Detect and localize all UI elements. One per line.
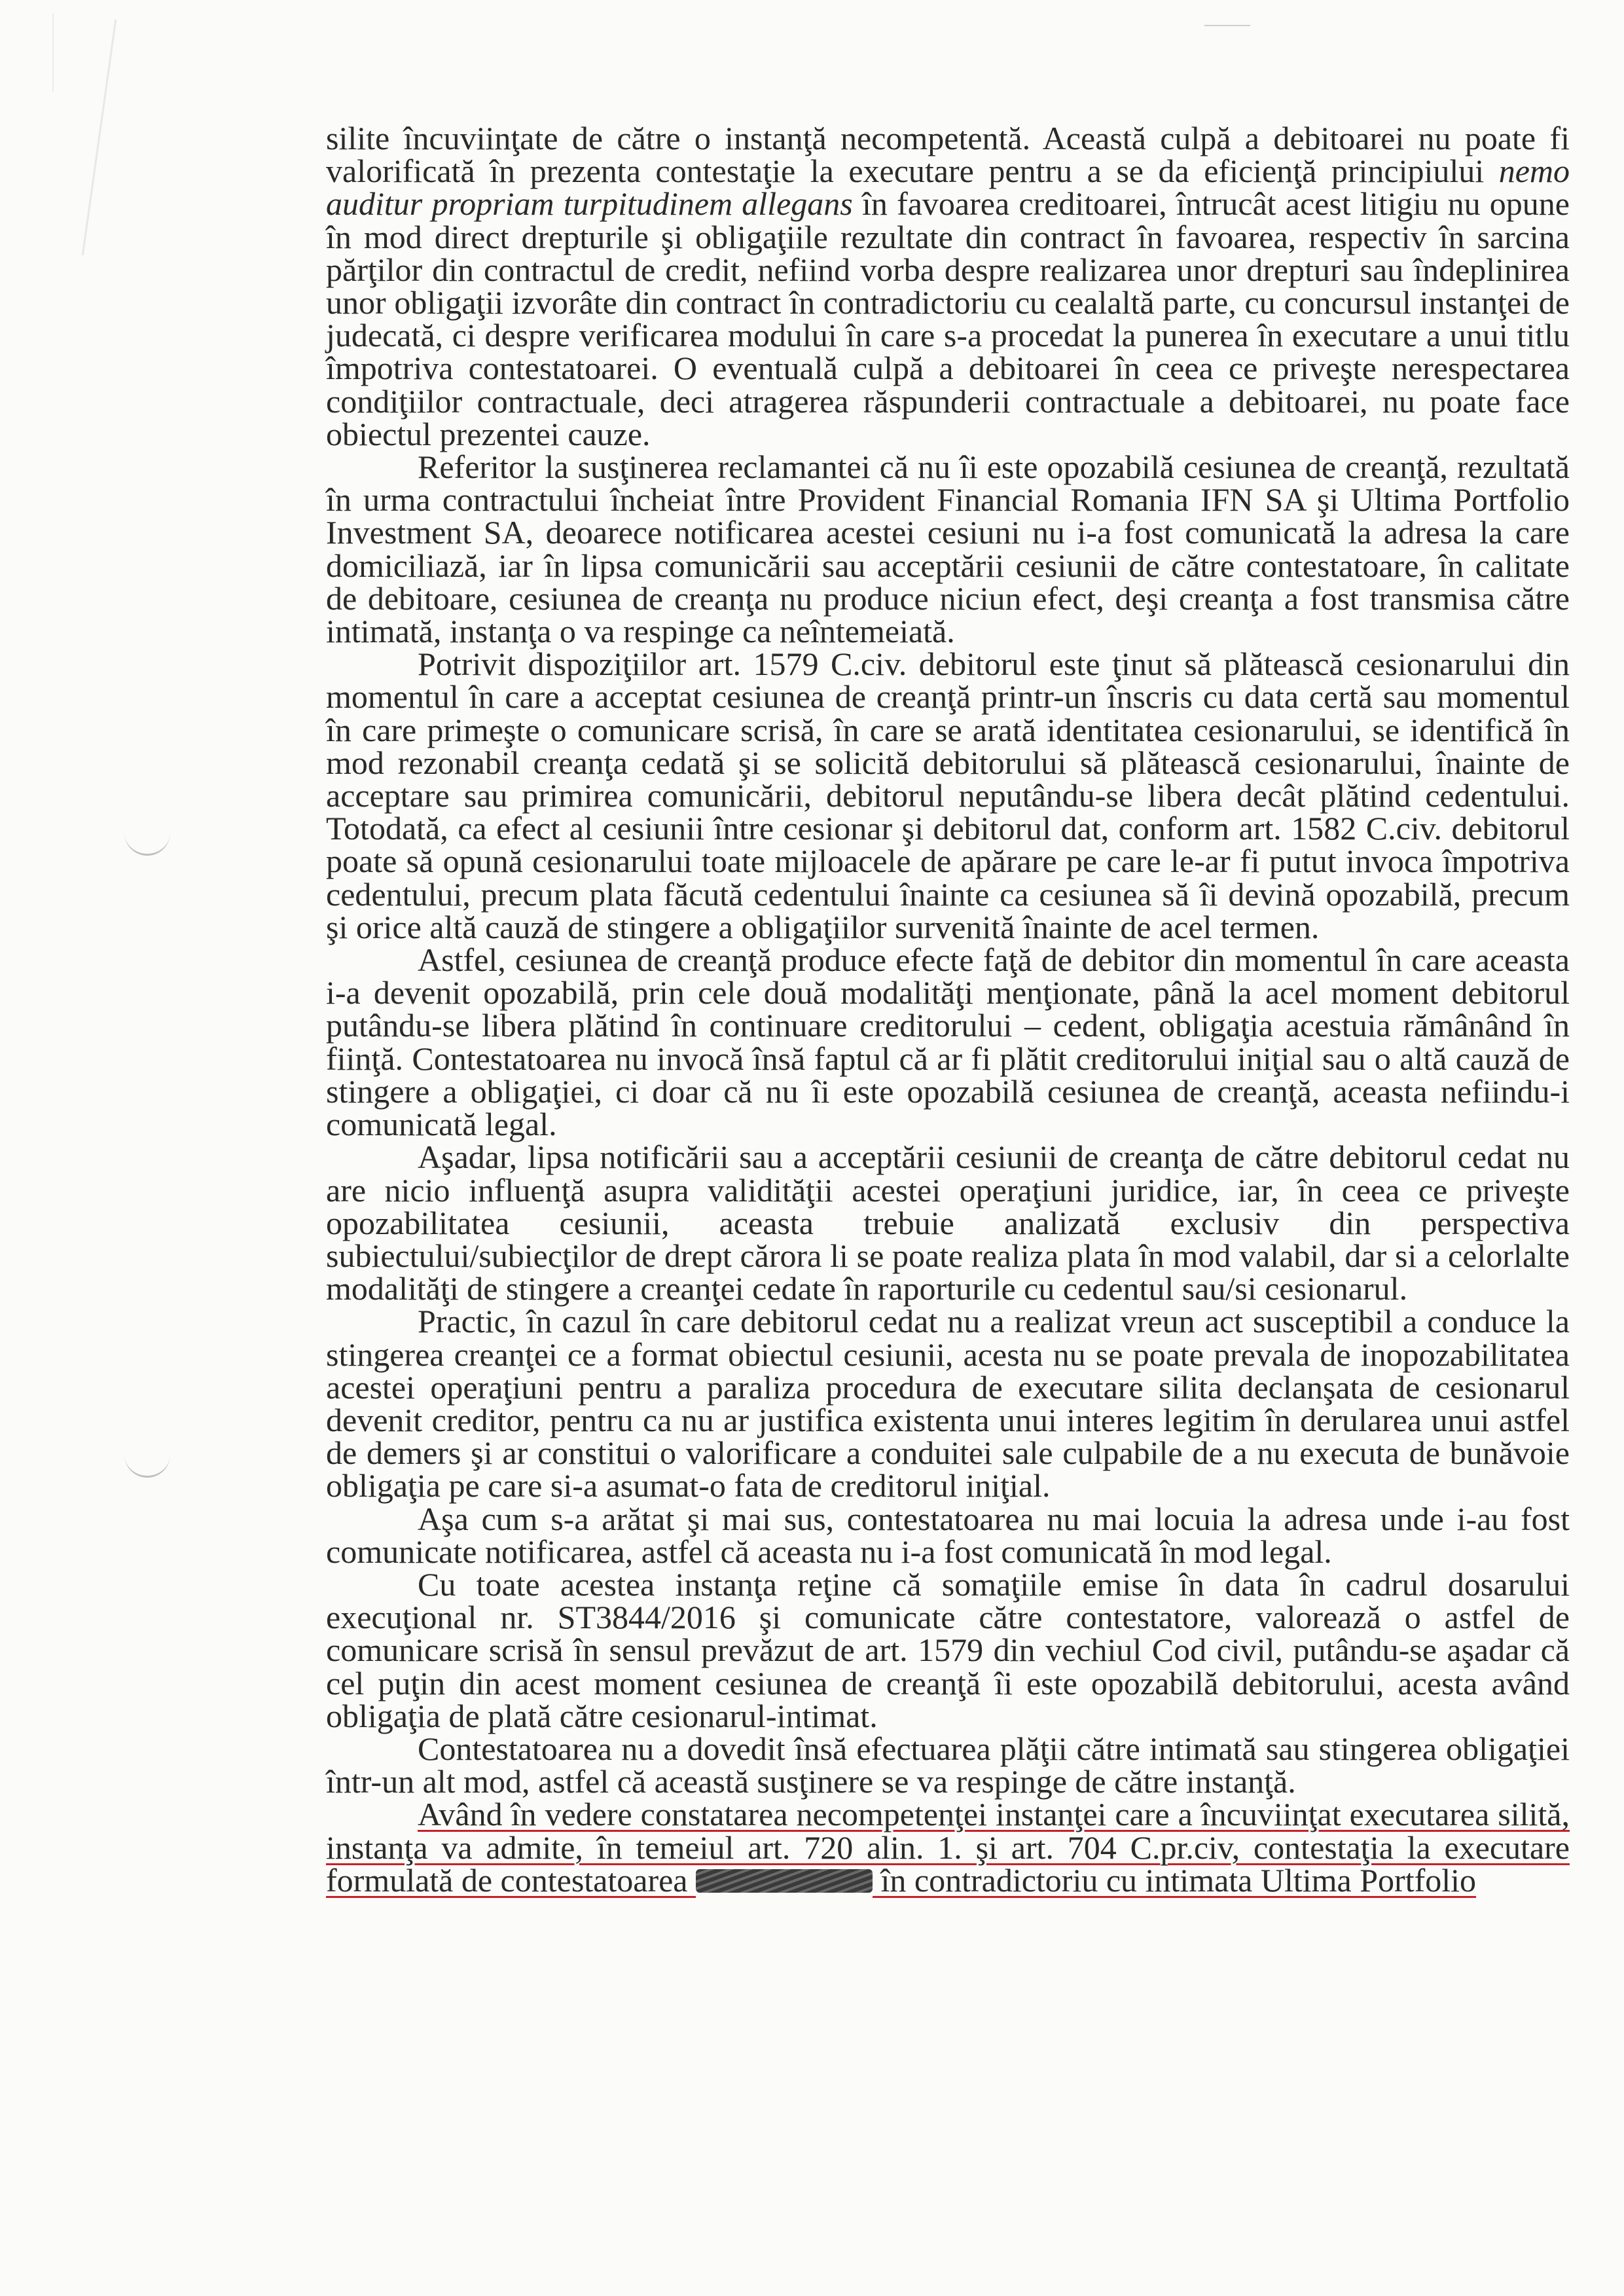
- paragraph-text: Astfel, cesiunea de creanţă produce efecte faţă de debitor din momentul în care aceasta i-a devenit opozabilă, prin cele două modalităţi menţionate, până la acel moment debitorul putându-se libera plătind în continuare creditorului – cedent, obligaţia acestuia rămânând în fiinţă. Contestatoarea nu invocă însă faptul că ar fi plătit creditorului iniţial sau o altă cauză de stingere a obligaţiei, ci doar că nu îi este opozabilă cesiunea de creanţă, aceasta nefiindu-i comunicată legal.: [326, 941, 1570, 1143]
- paragraph-text: Contestatoarea nu a dovedit însă efectuarea plăţii către intimată sau stingerea obligaţiei într-un alt mod, astfel că această susţinere se va respinge de către instanţă.: [326, 1730, 1570, 1800]
- paragraph: [326, 1565, 1570, 1734]
- paragraph-text: în favoarea creditoarei, întrucât acest litigiu nu opune în mod direct drepturile şi obligaţiile rezultate din contract în favoarea, respectiv în sarcina părţilor din contractul de credit, nefiind vorba despre realizarea unor drepturi sau îndeplinirea unor obligaţii izvorâte din contract în contradictoriu cu cealaltă parte, cu concursul instanţei de judecată, ci despre verificarea modului în care s-a procedat la punerea în executare a unui titlu împotriva contestatoarei. O eventuală culpă a debitoarei în ceea ce priveşte nerespectarea condiţiilor contractuale, deci atragerea răspunderii contractuale a debitoarei, nu poate face obiectul prezentei cauze.: [326, 185, 1570, 452]
- document-body: [326, 122, 1570, 1897]
- paragraph: [326, 1732, 1570, 1798]
- paragraph-text: Aşa cum s-a arătat şi mai sus, contestatoarea nu mai locuia la adresa unde i-au fost comunicate notificarea, astfel că aceasta nu i-a fost comunicată în mod legal.: [326, 1500, 1570, 1570]
- paragraph: [326, 448, 1570, 650]
- paragraph: [326, 1500, 1570, 1570]
- latin-phrase: nemo auditur propriam turpitudinem allegans: [326, 153, 1570, 223]
- paragraph-text: Cu toate acestea instanţa reţine că somaţiile emise în data în cadrul dosarului execuţional nr. ST3844/2016 şi comunicate către contestatore, valorează o astfel de comunicare scrisă în sensul prevăzut de art. 1579 din vechiul Cod civil, putându-se aşadar că cel puţin din acest moment cesiunea de creanţă îi este opozabilă debitorului, acesta având obligaţia de plată către cesionarul-intimat.: [326, 1565, 1570, 1734]
- pen-underlined-text: Având în vedere constatarea necompetenţei instanţei care a încuviinţat executarea silită, instanţa va admite, în temeiul art. 720 alin. 1. şi art. 704 C.pr.civ, contestaţia la executare formulată de contestatoarea: [326, 1796, 1570, 1899]
- paragraph-text: silite încuviinţate de către o instanţă necompetentă. Această culpă a debitoarei nu poate fi valorificată în prezenta contestaţie la executare pentru a se da eficienţă principiului: [326, 120, 1570, 190]
- paragraph-text: Aşadar, lipsa notificării sau a acceptării cesiunii de creanţa de către debitorul cedat nu are nicio influenţă asupra validităţii acestei operaţiuni juridice, iar, în ceea ce priveşte opozabilitatea cesiunii, aceasta trebuie analizată exclusiv din perspectiva subiectului/subiecţilor de drept cărora li se poate realiza plata în mod valabil, dar si a celorlalte modalităţi de stingere a creanţei cedate în raporturile cu cedentul sau/si cesionarul.: [326, 1139, 1570, 1307]
- paragraph: [326, 1798, 1570, 1897]
- redacted-name: [696, 1869, 873, 1893]
- scan-edge-line: [1204, 25, 1250, 26]
- scan-fold-mark: [82, 20, 189, 255]
- paragraph: [326, 941, 1570, 1143]
- paragraph-text: Referitor la susţinerea reclamantei că nu îi este opozabilă cesiunea de creanţă, rezultată în urma contractului încheiat între Provident Financial Romania IFN SA şi Ultima Portfolio Investment SA, deoarece notificarea acestei cesiuni nu i-a fost comunicată la adresa la care domiciliază, iar în lipsa comunicării sau acceptării cesiunii de către contestatoare, în calitate de debitoare, cesiunea de creanţa nu produce niciun efect, deşi creanţa a fost transmisa către intimată, instanţa o va respinge ca neîntemeiată.: [326, 448, 1570, 650]
- scan-fold-mark: [52, 13, 93, 92]
- punch-hole-mark: [124, 830, 170, 856]
- paragraph: [326, 1140, 1570, 1305]
- paragraph: [326, 122, 1570, 450]
- paragraph-text: Practic, în cazul în care debitorul cedat nu a realizat vreun act susceptibil a conduce la stingerea creanţei ce a format obiectul cesiunii, acesta nu se poate prevala de inopozabilitatea acestei operaţiuni pentru a paraliza procedura de executare silita declanşata de cesionarul devenit creditor, pentru ca nu ar justifica existenta unui interes legitim în derularea unui astfel de demers şi ar constitui o valorificare a conduitei sale culpabile de a nu executa de bunăvoie obligaţia pe care si-a asumat-o fata de creditorul iniţial.: [326, 1303, 1570, 1504]
- paragraph: [326, 647, 1570, 943]
- paragraph-text: Potrivit dispoziţiilor art. 1579 C.civ. debitorul este ţinut să plătească cesionarului din momentul în care a acceptat cesiunea de creanţă printr-un înscris cu data certă sau momentul în care primeşte o comunicare scrisă, în care se arată identitatea cesionarului, se identifică în mod rezonabil creanţa cedată şi se solicită debitorului să plătească cesionarului, înainte de acceptare sau primirea comunicării, debitorul neputându-se libera decât plătind cedentului. Totodată, ca efect al cesiunii între cesionar şi debitorul dat, conform art. 1582 C.civ. debitorul poate să opună cesionarului toate mijloacele de apărare pe care le-ar fi putut invoca împotriva cedentului, precum plata făcută cedentului înainte ca cesiunea să îi devină opozabilă, precum şi orice altă cauză de stingere a obligaţiilor survenită înainte de acel termen.: [326, 646, 1570, 945]
- paragraph: [326, 1305, 1570, 1502]
- punch-hole-mark: [124, 1452, 170, 1478]
- pen-underlined-text: în contradictoriu cu intimata Ultima Portfolio: [873, 1861, 1477, 1899]
